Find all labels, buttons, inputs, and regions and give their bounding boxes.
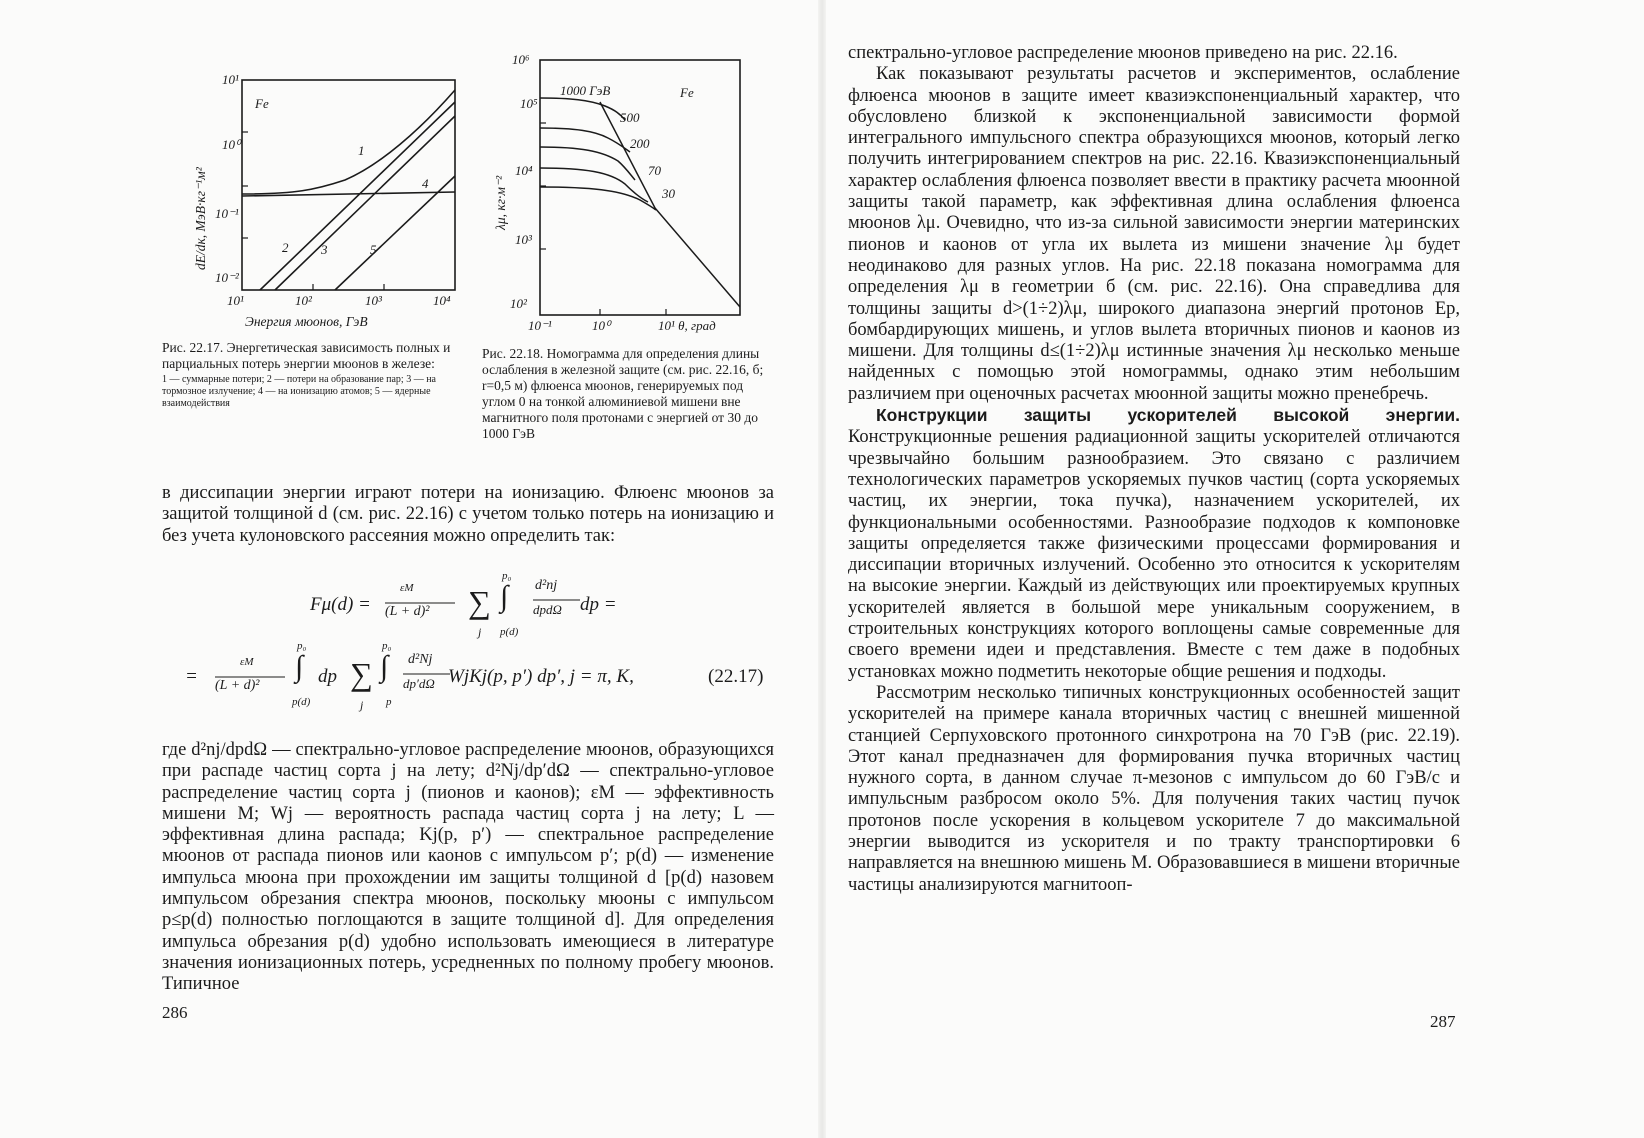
right-paragraph-4: Рассмотрим несколько типичных конструкционных особенностей защит ускорителей на примере канала вторичных частиц с внешней мишенной станцией Серпуховского протонного синхротрона на 70 ГэВ (рис. 22.19). Этот канал предназначен для формирования пучка вторичных частиц нужного сорта, в данном случае π-мезонов с импульсом до 60 ГэВ/c и импульсным разбросом около 5%. Для получения таких частиц пучок протонов после ускорения в кольцевом ускорителе 7 до максимальной энергии выводится из ускорителя и по тракту транспортировки 6 направляется на внешнюю мишень M. Образовавшиеся в мишени вторичные частицы анализируются магнитооп- bbox=[848, 682, 1460, 895]
y-tick-label: 10² bbox=[510, 296, 527, 311]
formula-tail: dp = bbox=[580, 594, 617, 615]
right-page bbox=[822, 0, 1644, 1138]
x-tick-label: 10¹ θ, град bbox=[658, 318, 716, 333]
x-axis-label: Энергия мюонов, ГэВ bbox=[245, 314, 368, 329]
page-number: 286 bbox=[162, 1003, 188, 1022]
y-tick-label: 10¹ bbox=[222, 72, 239, 87]
formula-int-low: p(d) bbox=[500, 626, 519, 638]
formula-tail: WjKj(p, p′) dp′, j = π, K, bbox=[448, 666, 634, 687]
formula-frac-num: εM bbox=[400, 582, 414, 594]
formula-int-low: p bbox=[386, 696, 392, 708]
curve-label: 70 bbox=[648, 163, 661, 178]
formula-number: (22.17) bbox=[708, 666, 764, 687]
caption-main: Рис. 22.18. Номограмма для определения длины ослабления в железной защите (см. рис. 22.16, б; r=0,5 м) флюенса мюонов, генерируемых под углом 0 на тонкой алюминиевой мишени вне магнитного поля протонами с энергией от 30 до 1000 ГэВ bbox=[482, 346, 764, 441]
formula-inner-den: dp′dΩ bbox=[403, 676, 435, 691]
curve-label: 30 bbox=[662, 186, 675, 201]
curve-label: 1 bbox=[358, 143, 365, 158]
x-tick-label: 10⁻¹ bbox=[528, 318, 552, 333]
right-paragraph-2: Как показывают результаты расчетов и экспериментов, ослабление флюенса мюонов в защите имеет квазиэкспоненциальный характер, что обусловлено близкой к экспоненциальной зависимости формой интегрального импульсного спектра образующихся мюонов, который легко получить интегрированием спектров на рис. 22.16. Квазиэкспоненциальный характер ослабления флюенса позволяет ввести в практику расчета мюонной защиты такой параметр, как эффективная длина ослабления флюенса мюонов λμ. Очевидно, что из-за сильной зависимости энергии материнских пионов и каонов от угла их вылета из мишени значение λμ будет неодинаково для разных углов. На рис. 22.18 показана номограмма для определения λμ в геометрии б (см. рис. 22.16). Она справедлива для толщины защиты d>(1÷2)λμ, широкого диапазона энергий протонов Ep, бомбардирующих мишень, и углов вылета вторичных пионов и каонов из мишени. Для толщины d≤(1÷2)λμ истинные значения λμ несколько меньше найденных с помощью этой номограммы, однако этим небольшим различием при оценочных расчетах мюонной защиты можно пренебречь. bbox=[848, 64, 1460, 404]
curve-label: 4 bbox=[422, 176, 429, 191]
formula-int-up: p₀ bbox=[297, 640, 307, 652]
formula-lead: = bbox=[185, 666, 198, 687]
curve-label: 5 bbox=[370, 242, 377, 257]
caption-legend: 1 — суммарные потери; 2 — потери на образование пар; 3 — на тормозное излучение; 4 — на ионизацию атомов; 5 — ядерные взаимодействия bbox=[162, 374, 436, 409]
formula-int-up: p₀ bbox=[502, 570, 512, 582]
formula-int-up: p₀ bbox=[382, 640, 392, 652]
curve-label: 500 bbox=[620, 110, 640, 125]
x-tick-label: 10² bbox=[295, 293, 312, 308]
formula-frac-den: (L + d)² bbox=[215, 678, 260, 693]
formula-int: ∫ bbox=[380, 650, 389, 683]
section-heading: Конструкции защиты ускорителей высокой энергии. bbox=[876, 405, 1460, 426]
right-text-column bbox=[848, 43, 1460, 896]
formula-inner-den: dpdΩ bbox=[533, 602, 562, 617]
y-tick-label: 10⁰ bbox=[222, 137, 241, 152]
y-tick-label: 10³ bbox=[515, 232, 532, 247]
formula-sum-sub: j bbox=[478, 625, 482, 639]
y-tick-label: 10⁻¹ bbox=[215, 206, 239, 221]
left-paragraph-2: где d²nj/dpdΩ — спектрально-угловое распределение мюонов, образующихся при распаде частиц сорта j на лету; d²Nj/dp′dΩ — спектрально-угловое распределение частиц сорта j (пионов и каонов); εM — эффективность мишени M; Wj — вероятность распада частиц сорта j на лету; L — эффективная длина распада; Kj(p, p′) — спектральное распределение мюонов от распада пионов или каонов с импульсом p′; p(d) — изменение импульса мюона при прохождении им защиты толщиной d [p(d) назовем импульсом обрезания спектра мюонов, поскольку мюоны с импульсом p≤p(d) полностью поглощаются в защите толщиной d]. Для определения импульса обрезания p(d) удобно использовать имеющиеся в литературе значения ионизационных потерь, усредненных по полному пробегу мюонов. Типичное bbox=[162, 740, 774, 995]
formula-dp: dp bbox=[318, 666, 337, 687]
curve-label: 200 bbox=[630, 136, 650, 151]
formula-sum-sub: j bbox=[360, 698, 364, 712]
y-tick-label: 10⁻² bbox=[215, 270, 239, 285]
y-axis-label: dE/dк, МэВ·кг⁻¹м² bbox=[193, 167, 208, 270]
x-tick-label: 10⁴ bbox=[433, 293, 451, 308]
y-axis-label: λμ, кг·м⁻² bbox=[493, 175, 508, 230]
right-paragraph-1: спектрально-угловое распределение мюонов приведено на рис. 22.16. bbox=[848, 43, 1398, 63]
element-label: Fe bbox=[255, 96, 269, 111]
formula-inner-num: d²Nj bbox=[408, 652, 433, 667]
y-tick-label: 10⁵ bbox=[520, 96, 538, 111]
formula-int-low: p(d) bbox=[292, 696, 311, 708]
formula-int: ∫ bbox=[500, 580, 509, 613]
caption-main: Рис. 22.17. Энергетическая зависимость полных и парциальных потерь энергии мюонов в железе: bbox=[162, 340, 451, 371]
curve-label: 2 bbox=[282, 240, 289, 255]
y-tick-label: 10⁴ bbox=[515, 163, 533, 178]
element-label: Fe bbox=[680, 85, 694, 100]
formula-lhs: Fμ(d) = bbox=[310, 594, 371, 615]
page-number: 287 bbox=[1430, 1012, 1456, 1031]
x-tick-label: 10⁰ bbox=[592, 318, 611, 333]
curve-label: 1000 ГэВ bbox=[560, 83, 611, 98]
y-tick-label: 10⁶ bbox=[512, 52, 530, 67]
formula-inner-num: d²nj bbox=[535, 578, 558, 593]
curve-label: 3 bbox=[321, 242, 328, 257]
right-paragraph-3: Конструкции защиты ускорителей высокой энергии. Конструкционные решения радиационной защиты ускорителей отличаются чрезвычайно большим разнообразием. Это связано с различием технологических параметров ускоряемых пучков частиц (сорта ускоряемых частиц, их энергии, тока пучка), назначением ускорителей, их функциональными особенностями. Разнообразие подходов к компоновке защиты определяется также физическими процессами формирования и диссипации вторичных излучений. Особенно это относится к ускорителям на высокие энергии. Каждый из действующих или проектируемых крупных ускорителей является в большой мере уникальным сооружением, в строительных конструкциях которого воплощены самые современные для своего времени идеи и представления. Вместе с тем даже в подобных установках можно подметить некоторые общие решения и подходы. bbox=[848, 405, 1460, 682]
x-tick-label: 10³ bbox=[365, 293, 382, 308]
x-tick-label: 10¹ bbox=[227, 293, 244, 308]
formula-sum: ∑ bbox=[468, 584, 491, 620]
formula-frac-num: εM bbox=[240, 656, 254, 668]
formula-sum: ∑ bbox=[350, 656, 373, 692]
left-paragraph-1: в диссипации энергии играют потери на ионизацию. Флюенс мюонов за защитой толщиной d (см. рис. 22.16) с учетом только потерь на ионизацию и без учета кулоновского рассеяния можно определить так: bbox=[162, 483, 774, 546]
formula-frac-den: (L + d)² bbox=[385, 604, 430, 619]
formula-int: ∫ bbox=[295, 650, 304, 683]
